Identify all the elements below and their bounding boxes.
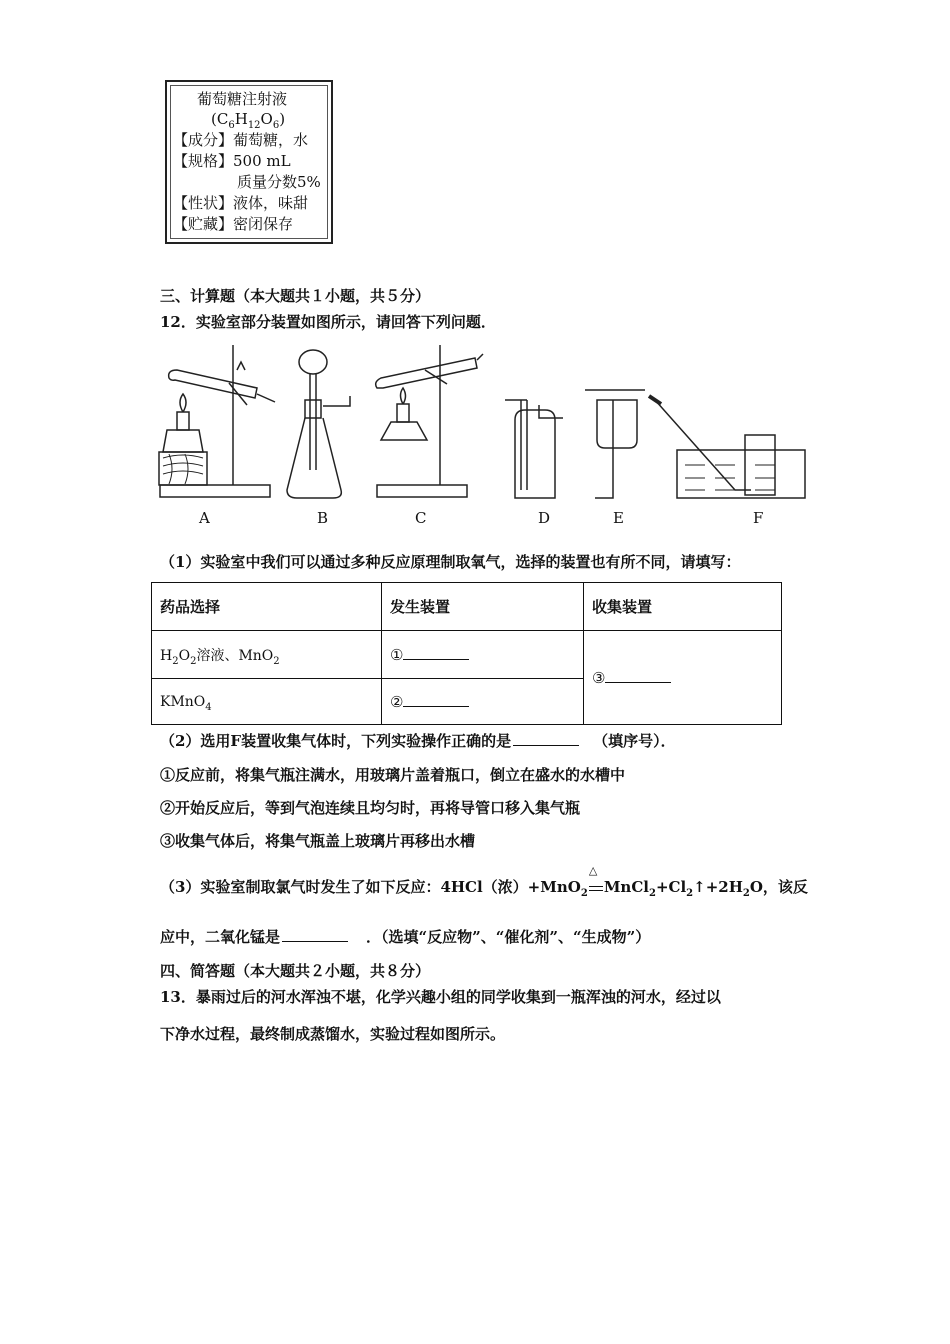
option-2: ②开始反应后，等到气泡连续且均匀时，再将导管口移入集气瓶 [160, 799, 581, 817]
reagent-kmno4: KMnO$_4$ [152, 679, 382, 725]
table-header-collector: 收集装置 [584, 583, 782, 631]
apparatus-label-f: F [753, 509, 764, 527]
apparatus-d [505, 400, 563, 498]
glucose-label-box [165, 80, 333, 244]
glucose-label-storage: 【贮藏】密闭保存 [173, 215, 294, 233]
apparatus-b [287, 350, 350, 498]
apparatus-label-c: C [415, 509, 427, 527]
answer-blank-part-2[interactable] [513, 745, 579, 746]
table-header-reagent: 药品选择 [152, 583, 382, 631]
answer-blank-3[interactable]: ③ [584, 631, 782, 725]
question-12-part-3: （3）实验室制取氯气时发生了如下反应：4HCl（浓）+MnO$_2$ △ $MnCl_2+Cl_2↑+2H_2O$，该反 [160, 877, 808, 897]
apparatus-f [649, 396, 805, 498]
answer-blank-part-3[interactable] [282, 941, 348, 942]
heating-symbol: △ [588, 864, 598, 877]
apparatus-label-e: E [613, 509, 624, 527]
reagent-h2o2-mno2: $H_2O_2$溶液、MnO$_2$ [152, 631, 382, 679]
option-3: ③收集气体后，将集气瓶盖上玻璃片再移出水槽 [160, 832, 476, 850]
apparatus-label-d: D [538, 509, 551, 527]
glucose-label-property: 【性状】液体，味甜 [173, 194, 309, 212]
table-header-row [152, 583, 782, 631]
table-header-generator: 发生装置 [382, 583, 584, 631]
table-row [152, 631, 782, 679]
apparatus-c [376, 345, 483, 497]
glucose-label-formula: $(C_6H_{12}O_6)$ [211, 110, 286, 131]
apparatus-e [585, 390, 645, 498]
section-3-heading: 三、计算题（本大题共１小题，共５分） [160, 287, 431, 305]
apparatus-label-b: B [317, 509, 329, 527]
oxygen-apparatus-table [151, 582, 782, 725]
option-1: ①反应前，将集气瓶注满水，用玻璃片盖着瓶口，倒立在盛水的水槽中 [160, 766, 626, 784]
glucose-label-ingredients: 【成分】葡萄糖，水 [173, 131, 309, 149]
answer-blank-2[interactable]: ② [382, 679, 584, 725]
question-12-stem: 12．实验室部分装置如图所示，请回答下列问题． [160, 313, 496, 331]
apparatus-a [159, 345, 275, 497]
glucose-label-spec: 【规格】500 mL [173, 152, 291, 170]
section-4-heading: 四、简答题（本大题共２小题，共８分） [160, 962, 431, 980]
question-13-line-2: 下净水过程，最终制成蒸馏水，实验过程如图所示。 [160, 1025, 506, 1043]
question-13-line-1: 13．暴雨过后的河水浑浊不堪，化学兴趣小组的同学收集到一瓶浑浊的河水，经过以 [160, 988, 721, 1006]
question-12-part-2: （2）选用F装置收集气体时，下列实验操作正确的是 （填序号）． [160, 732, 676, 750]
apparatus-label-a: A [199, 509, 210, 527]
question-12-part-1: （1）实验室中我们可以通过多种反应原理制取氧气，选择的装置也有所不同，请填写： [160, 553, 741, 571]
lab-apparatus-figure [155, 340, 815, 505]
question-12-part-3-line-2: 应中，二氧化锰是 ．（选填“反应物”、“催化剂”、“生成物”） [160, 928, 651, 946]
glucose-label-title: 葡萄糖注射液 [197, 90, 288, 108]
answer-blank-1[interactable]: ① [382, 631, 584, 679]
glucose-label-concentration: 质量分数5% [237, 173, 321, 191]
